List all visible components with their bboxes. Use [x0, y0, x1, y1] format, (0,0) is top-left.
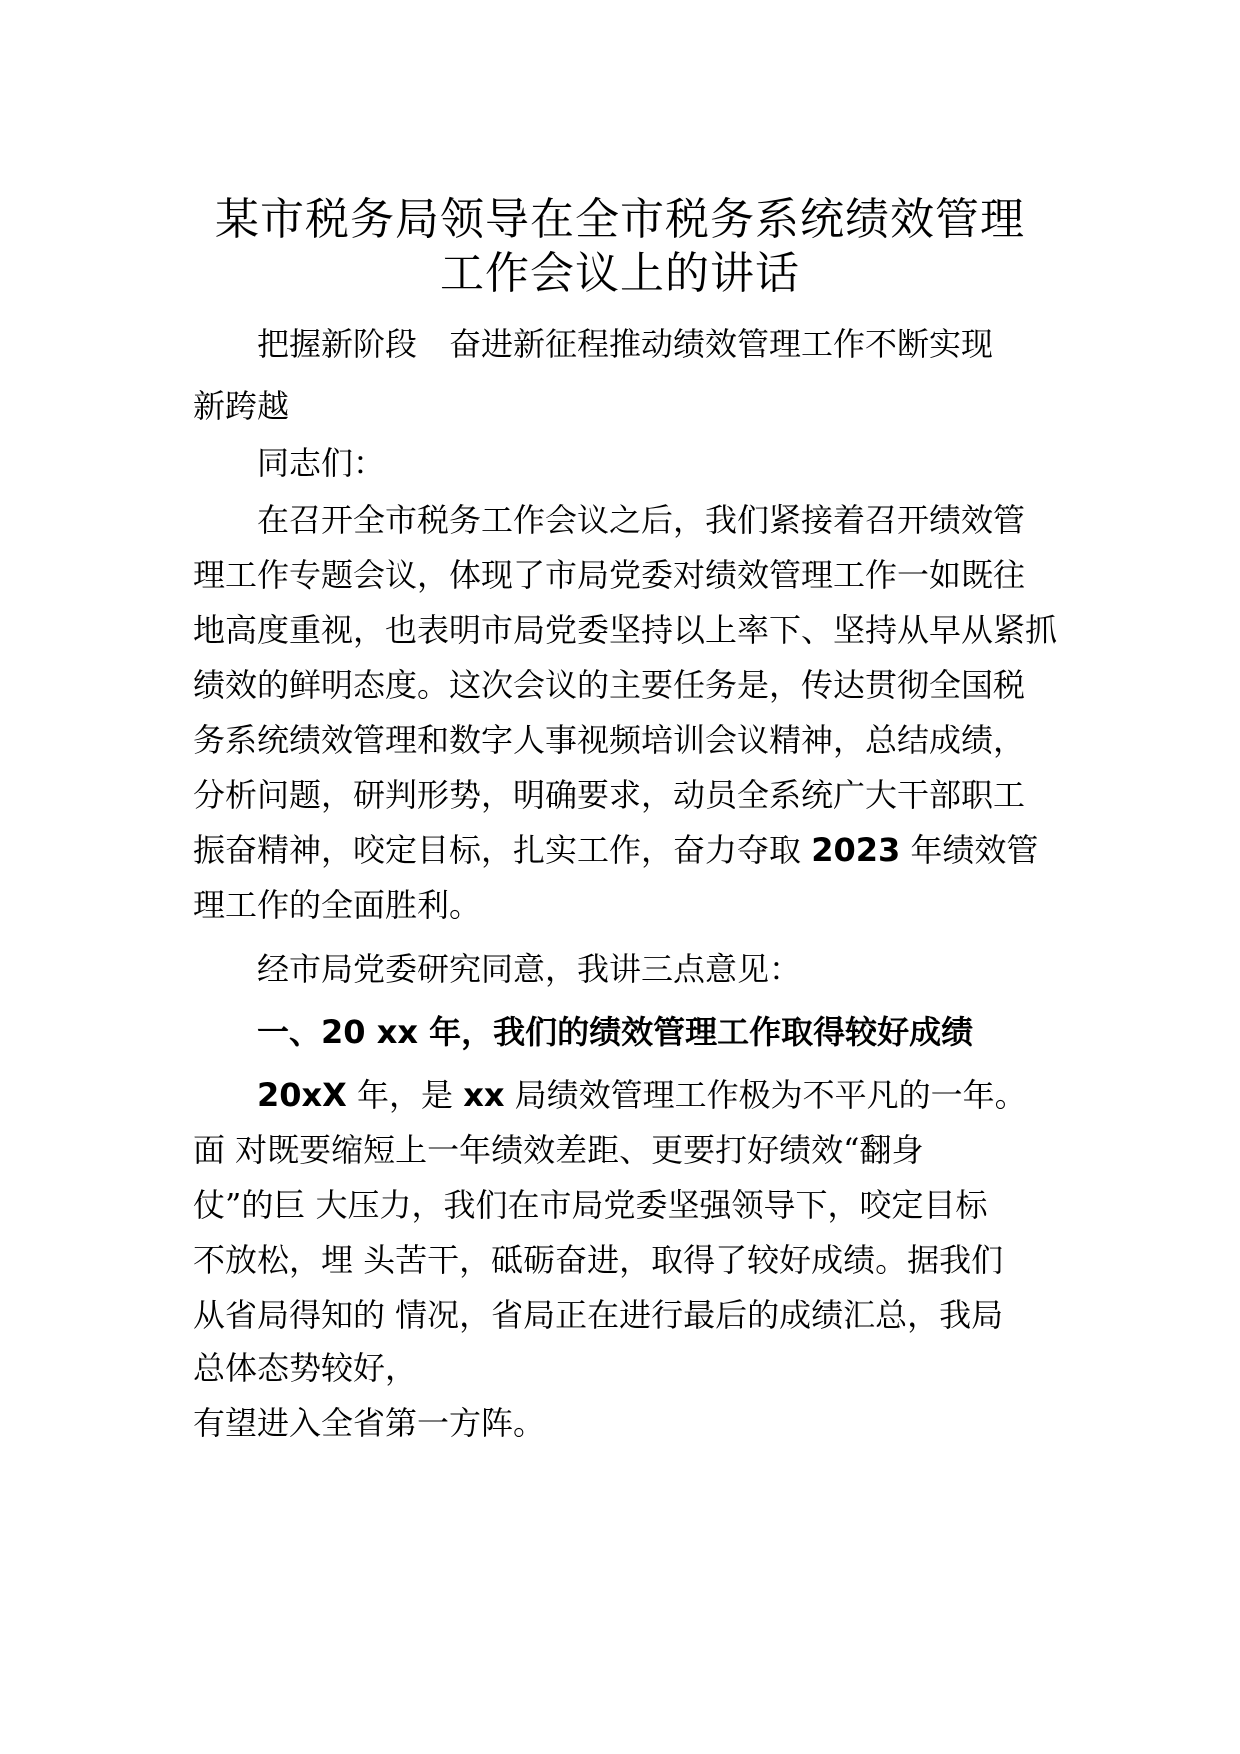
document-title-line-2: 工作会议上的讲话 [440, 248, 800, 299]
subtitle-line-2: 新跨越 [193, 387, 290, 425]
subtitle-line-1: 把握新阶段 奋进新征程推动绩效管理工作不断实现 [257, 325, 994, 363]
paragraph-1-line [193, 828, 1038, 872]
year-number: 2023 [811, 831, 901, 869]
section-heading-number: 一、20 [257, 1013, 377, 1051]
paragraph-3-line: 不放松，埋 头苦干，砥砺奋进，取得了较好成绩。据我们 [193, 1241, 1004, 1279]
section-heading-1 [257, 1010, 973, 1054]
paragraph-1-line: 理工作专题会议，体现了市局党委对绩效管理工作一如既往 [193, 556, 1026, 594]
paragraph-1-text: 年绩效管 [900, 831, 1039, 869]
paragraph-1-line: 在召开全市税务工作会议之后，我们紧接着召开绩效管 [257, 501, 1026, 539]
paragraph-3-text: 局绩效管理工作极为不平凡的一年。 [504, 1076, 1027, 1114]
bureau-placeholder: xx [463, 1076, 505, 1114]
paragraph-1-line: 地高度重视，也表明市局党委坚持以上率下、坚持从早从紧抓 [193, 611, 1058, 649]
paragraph-1-line: 理工作的全面胜利。 [193, 886, 482, 924]
paragraph-3-line: 仗”的巨 大压力，我们在市局党委坚强领导下，咬定目标 [193, 1186, 988, 1224]
paragraph-3-line [257, 1073, 1027, 1117]
section-heading-text: 年，我们的绩效管理工作取得较好成绩 [417, 1013, 974, 1051]
paragraph-1-text: 振奋精神，咬定目标，扎实工作，奋力夺取 [193, 831, 812, 869]
year-placeholder: 20xX [257, 1076, 347, 1114]
paragraph-1-line: 绩效的鲜明态度。这次会议的主要任务是，传达贯彻全国税 [193, 666, 1026, 704]
paragraph-3-line: 总体态势较好， [193, 1349, 418, 1387]
paragraph-3-line: 有望进入全省第一方阵。 [193, 1404, 546, 1442]
salutation: 同志们： [257, 444, 386, 482]
paragraph-1-line: 分析问题，研判形势，明确要求，动员全系统广大干部职工 [193, 776, 1026, 814]
section-heading-xx: xx [376, 1013, 418, 1051]
paragraph-1-line: 务系统绩效管理和数字人事视频培训会议精神，总结成绩， [193, 721, 1026, 759]
paragraph-2: 经市局党委研究同意，我讲三点意见： [257, 950, 802, 988]
paragraph-3-text: 年，是 [346, 1076, 464, 1114]
paragraph-3-line: 面 对既要缩短上一年绩效差距、更要打好绩效“翻身 [193, 1131, 924, 1169]
document-title-line-1: 某市税务局领导在全市税务系统绩效管理 [215, 194, 1025, 245]
paragraph-3-line: 从省局得知的 情况，省局正在进行最后的成绩汇总，我局 [193, 1296, 1004, 1334]
